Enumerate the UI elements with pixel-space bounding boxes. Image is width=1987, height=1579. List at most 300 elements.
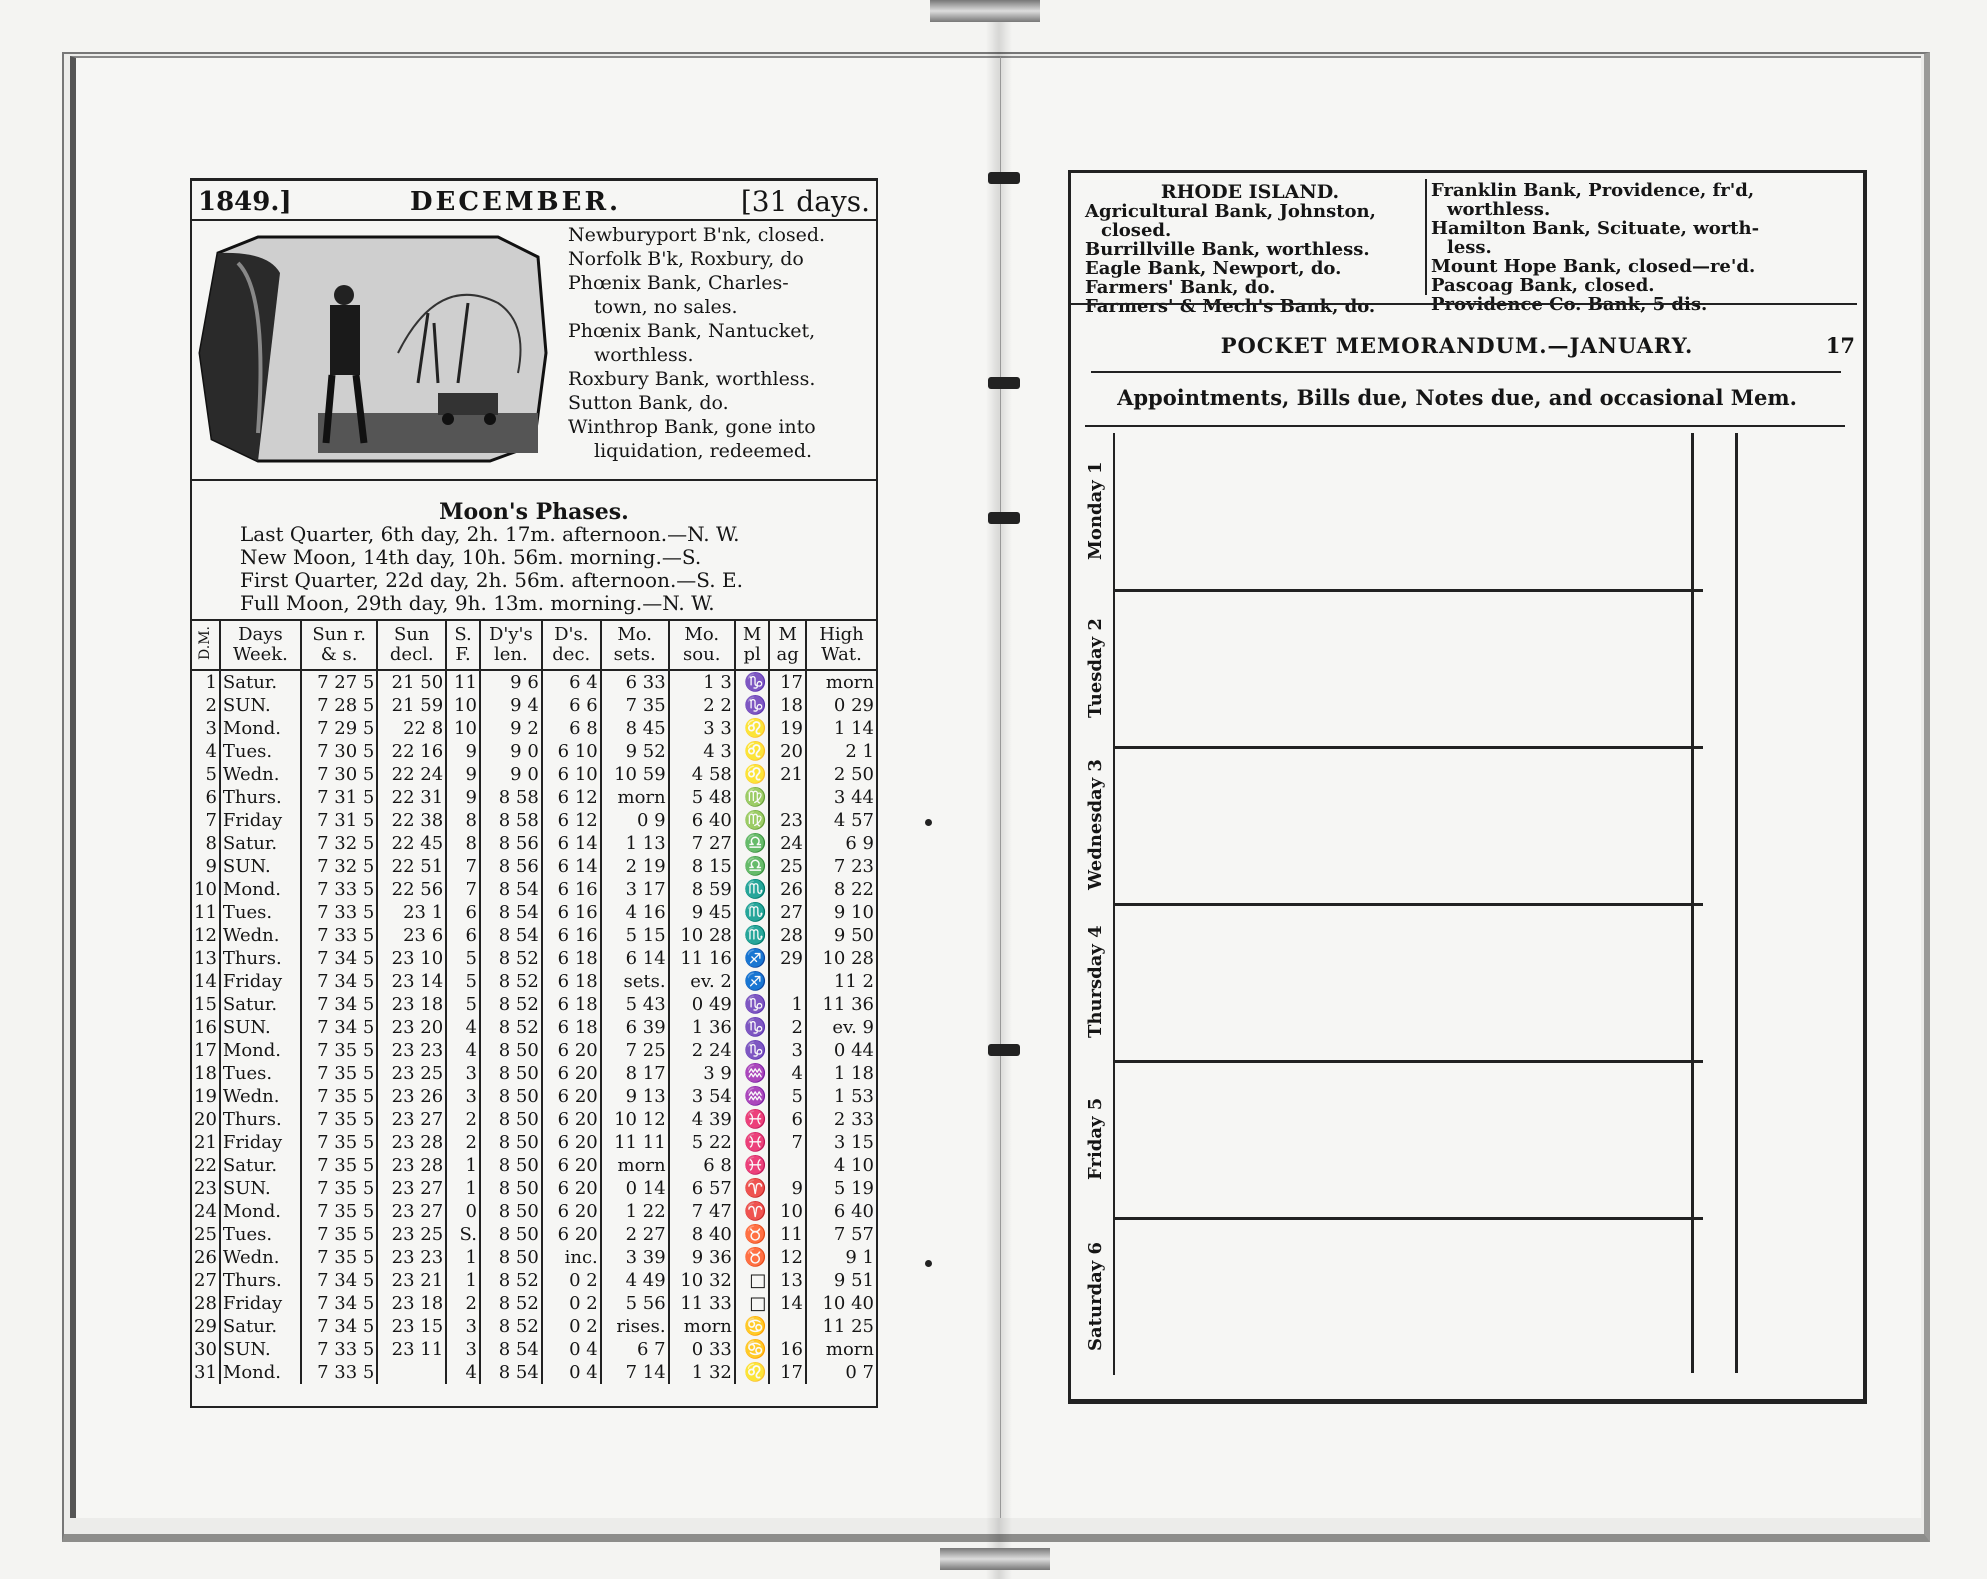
bank-notes-list bbox=[568, 223, 874, 463]
table-cell: Tues. bbox=[220, 1223, 301, 1246]
moon-phase-line: Full Moon, 29th day, 9h. 13m. morning.—N. W. bbox=[240, 591, 715, 615]
table-cell: 7 33 5 bbox=[301, 878, 377, 901]
table-cell: 16 bbox=[194, 1016, 217, 1038]
table-cell: Thurs. bbox=[220, 1269, 301, 1292]
table-cell: 23 27 bbox=[377, 1200, 446, 1223]
table-cell: Satur. bbox=[220, 993, 301, 1016]
table-cell: 6 18 bbox=[542, 970, 601, 993]
table-cell: 6 10 bbox=[542, 763, 601, 786]
table-cell: morn bbox=[806, 1338, 876, 1361]
table-cell: 29 bbox=[769, 947, 806, 970]
table-cell: 10 bbox=[446, 717, 480, 740]
table-cell: ♐ bbox=[735, 947, 770, 970]
table-cell: 11 2 bbox=[806, 970, 876, 993]
stitch-mark bbox=[988, 172, 1020, 184]
table-cell: 5 43 bbox=[601, 993, 669, 1016]
table-cell: 8 50 bbox=[480, 1085, 542, 1108]
table-cell: 6 6 bbox=[542, 694, 601, 717]
table-cell: Satur. bbox=[220, 670, 301, 694]
table-cell: 7 32 5 bbox=[301, 832, 377, 855]
table-cell: 0 2 bbox=[542, 1269, 601, 1292]
bank-entry: Hamilton Bank, Scituate, worth- bbox=[1431, 218, 1760, 239]
table-cell: 11 bbox=[446, 670, 480, 694]
table-row bbox=[192, 1131, 876, 1154]
table-cell: 23 28 bbox=[377, 1154, 446, 1177]
table-cell: Mond. bbox=[220, 1361, 301, 1384]
table-cell: 31 bbox=[194, 1361, 217, 1383]
table-cell: 8 50 bbox=[480, 1177, 542, 1200]
table-cell: 6 16 bbox=[542, 924, 601, 947]
table-cell: 8 22 bbox=[806, 878, 876, 901]
table-cell: 8 54 bbox=[480, 1361, 542, 1384]
table-cell: 5 22 bbox=[669, 1131, 735, 1154]
table-cell: 0 4 bbox=[542, 1361, 601, 1384]
table-row bbox=[192, 878, 876, 901]
table-cell: 8 52 bbox=[480, 1315, 542, 1338]
table-row bbox=[192, 786, 876, 809]
table-cell: Tues. bbox=[220, 740, 301, 763]
table-row bbox=[192, 901, 876, 924]
table-cell: 16 bbox=[769, 1338, 806, 1361]
table-cell: 10 40 bbox=[806, 1292, 876, 1315]
table-cell: Tues. bbox=[220, 1062, 301, 1085]
table-cell: 4 10 bbox=[806, 1154, 876, 1177]
column-header: M pl bbox=[735, 621, 770, 670]
bank-entry: worthless. bbox=[1447, 199, 1551, 220]
day-separator-line bbox=[1115, 1217, 1703, 1220]
stitch-mark bbox=[988, 1044, 1020, 1056]
table-cell: 3 9 bbox=[669, 1062, 735, 1085]
table-cell: rises. bbox=[601, 1315, 669, 1338]
table-cell: 21 50 bbox=[377, 670, 446, 694]
table-cell: 9 2 bbox=[480, 717, 542, 740]
table-cell: 23 10 bbox=[377, 947, 446, 970]
table-cell: 8 54 bbox=[480, 924, 542, 947]
table-cell: 6 18 bbox=[542, 993, 601, 1016]
table-cell: 14 bbox=[769, 1292, 806, 1315]
table-cell: 27 bbox=[769, 901, 806, 924]
table-cell: 22 8 bbox=[377, 717, 446, 740]
table-cell: 4 3 bbox=[669, 740, 735, 763]
bank-entry: Eagle Bank, Newport, do. bbox=[1085, 258, 1342, 279]
table-cell: 19 bbox=[769, 717, 806, 740]
table-cell: ♎ bbox=[735, 832, 770, 855]
table-cell: 7 30 5 bbox=[301, 763, 377, 786]
table-cell: 23 27 bbox=[377, 1177, 446, 1200]
table-cell: 3 bbox=[769, 1039, 806, 1062]
table-cell: 8 bbox=[446, 832, 480, 855]
table-cell: 8 52 bbox=[480, 993, 542, 1016]
table-cell: 0 9 bbox=[601, 809, 669, 832]
table-cell: 7 34 5 bbox=[301, 993, 377, 1016]
table-cell: 10 bbox=[194, 878, 217, 900]
column-header: S. F. bbox=[446, 621, 480, 670]
day-separator-line bbox=[1115, 746, 1703, 749]
table-cell: 7 34 5 bbox=[301, 970, 377, 993]
table-cell: 8 58 bbox=[480, 786, 542, 809]
table-row bbox=[192, 670, 876, 694]
table-cell: 25 bbox=[769, 855, 806, 878]
table-cell: sets. bbox=[601, 970, 669, 993]
day-label-monday: Monday 1 bbox=[1085, 461, 1106, 561]
table-cell: 3 44 bbox=[806, 786, 876, 809]
day-separator-line bbox=[1115, 903, 1703, 906]
table-cell: 9 36 bbox=[669, 1246, 735, 1269]
table-cell: 9 52 bbox=[601, 740, 669, 763]
table-cell: 8 bbox=[446, 809, 480, 832]
table-cell: 9 bbox=[446, 786, 480, 809]
table-cell: 7 31 5 bbox=[301, 786, 377, 809]
table-row bbox=[192, 993, 876, 1016]
table-cell: 7 25 bbox=[601, 1039, 669, 1062]
bank-entry: Pascoag Bank, closed. bbox=[1431, 275, 1655, 296]
table-cell: 8 59 bbox=[669, 878, 735, 901]
table-cell: 7 35 5 bbox=[301, 1085, 377, 1108]
table-cell: 4 bbox=[205, 740, 217, 762]
table-cell: ♑ bbox=[735, 1016, 770, 1039]
table-cell: 3 bbox=[446, 1315, 480, 1338]
table-cell: 7 bbox=[446, 855, 480, 878]
table-cell: Thurs. bbox=[220, 786, 301, 809]
table-cell: 6 20 bbox=[542, 1200, 601, 1223]
table-cell: ♓ bbox=[735, 1131, 770, 1154]
gutter bbox=[986, 0, 1012, 1579]
table-cell: SUN. bbox=[220, 694, 301, 717]
table-cell: 8 56 bbox=[480, 832, 542, 855]
table-cell: 1 32 bbox=[669, 1361, 735, 1384]
table-cell: 2 19 bbox=[601, 855, 669, 878]
table-cell: morn bbox=[601, 786, 669, 809]
table-row bbox=[192, 1085, 876, 1108]
table-cell: 6 16 bbox=[542, 878, 601, 901]
table-cell: 0 33 bbox=[669, 1338, 735, 1361]
table-cell: 9 0 bbox=[480, 763, 542, 786]
table-cell: ♎ bbox=[735, 855, 770, 878]
table-cell: 22 45 bbox=[377, 832, 446, 855]
table-cell: ♐ bbox=[735, 970, 770, 993]
table-cell: 8 50 bbox=[480, 1246, 542, 1269]
table-cell: 1 bbox=[446, 1177, 480, 1200]
table-cell: 7 57 bbox=[806, 1223, 876, 1246]
table-cell: 10 bbox=[769, 1200, 806, 1223]
table-cell: 8 45 bbox=[601, 717, 669, 740]
table-cell: 23 23 bbox=[377, 1246, 446, 1269]
table-cell: ♌ bbox=[735, 740, 770, 763]
table-cell: 9 13 bbox=[601, 1085, 669, 1108]
bank-entry: Burrillville Bank, worthless. bbox=[1085, 239, 1370, 260]
table-cell: 2 2 bbox=[669, 694, 735, 717]
table-cell: 7 35 5 bbox=[301, 1200, 377, 1223]
table-cell: ♋ bbox=[735, 1338, 770, 1361]
table-cell: 25 bbox=[194, 1223, 217, 1245]
table-cell: 0 2 bbox=[542, 1292, 601, 1315]
bank-entry: Farmers' Bank, do. bbox=[1085, 277, 1276, 298]
table-cell: 6 bbox=[446, 901, 480, 924]
table-cell: 2 24 bbox=[669, 1039, 735, 1062]
table-cell: 5 48 bbox=[669, 786, 735, 809]
column-header: Sun r. & s. bbox=[301, 621, 377, 670]
table-cell: 11 11 bbox=[601, 1131, 669, 1154]
table-cell: 0 7 bbox=[806, 1361, 876, 1384]
table-cell: ♓ bbox=[735, 1154, 770, 1177]
table-cell: 23 21 bbox=[377, 1269, 446, 1292]
amount-column-line bbox=[1735, 433, 1738, 1373]
table-cell: 6 7 bbox=[601, 1338, 669, 1361]
table-cell: 9 0 bbox=[480, 740, 542, 763]
table-cell: 10 28 bbox=[806, 947, 876, 970]
table-cell: 3 39 bbox=[601, 1246, 669, 1269]
table-cell: 22 51 bbox=[377, 855, 446, 878]
table-cell: inc. bbox=[542, 1246, 601, 1269]
table-cell: 1 bbox=[446, 1154, 480, 1177]
table-cell: 7 34 5 bbox=[301, 1292, 377, 1315]
table-cell: ♒ bbox=[735, 1085, 770, 1108]
table-cell: Wedn. bbox=[220, 763, 301, 786]
divider bbox=[1091, 371, 1841, 373]
table-cell: ev. 9 bbox=[806, 1016, 876, 1039]
calendar-frame bbox=[190, 178, 878, 1408]
divider bbox=[1085, 425, 1845, 427]
memorandum-frame bbox=[1068, 170, 1867, 1404]
table-cell: 4 bbox=[446, 1361, 480, 1384]
table-cell: 6 9 bbox=[806, 832, 876, 855]
table-cell: ♍ bbox=[735, 809, 770, 832]
table-cell: 1 bbox=[769, 993, 806, 1016]
days-in-month: [31 days. bbox=[740, 185, 870, 218]
table-cell: 0 49 bbox=[669, 993, 735, 1016]
column-header: D's. dec. bbox=[542, 621, 601, 670]
table-cell: ♏ bbox=[735, 901, 770, 924]
table-cell bbox=[769, 786, 806, 809]
table-cell: 3 17 bbox=[601, 878, 669, 901]
table-cell: 3 bbox=[446, 1085, 480, 1108]
day-separator-line bbox=[1115, 1060, 1703, 1063]
bank-entry: Mount Hope Bank, closed—re'd. bbox=[1431, 256, 1756, 277]
table-cell: 21 bbox=[194, 1131, 217, 1153]
table-cell: 6 39 bbox=[601, 1016, 669, 1039]
table-cell bbox=[769, 1154, 806, 1177]
table-cell: 9 bbox=[205, 855, 217, 877]
bank-note-line: Norfolk B'k, Roxbury, do bbox=[568, 248, 804, 270]
table-cell: 7 47 bbox=[669, 1200, 735, 1223]
table-cell: 5 bbox=[205, 763, 217, 785]
table-cell: 13 bbox=[769, 1269, 806, 1292]
ink-spot bbox=[925, 1260, 932, 1267]
table-row bbox=[192, 1269, 876, 1292]
table-cell: 8 52 bbox=[480, 970, 542, 993]
table-cell: 6 12 bbox=[542, 809, 601, 832]
table-cell: ♑ bbox=[735, 1039, 770, 1062]
table-cell: 2 33 bbox=[806, 1108, 876, 1131]
table-cell: 6 40 bbox=[669, 809, 735, 832]
table-cell: 22 38 bbox=[377, 809, 446, 832]
table-cell: 0 bbox=[446, 1200, 480, 1223]
table-cell: Satur. bbox=[220, 1154, 301, 1177]
table-cell: 1 13 bbox=[601, 832, 669, 855]
table-cell: 8 50 bbox=[480, 1039, 542, 1062]
table-cell: ♑ bbox=[735, 694, 770, 717]
table-cell: 4 58 bbox=[669, 763, 735, 786]
table-cell: 9 bbox=[446, 763, 480, 786]
table-cell: 9 50 bbox=[806, 924, 876, 947]
table-cell: 12 bbox=[194, 924, 217, 946]
table-cell: 9 10 bbox=[806, 901, 876, 924]
table-cell: 23 27 bbox=[377, 1108, 446, 1131]
table-cell: Mond. bbox=[220, 878, 301, 901]
table-cell: 2 bbox=[769, 1016, 806, 1039]
table-cell: 23 23 bbox=[377, 1039, 446, 1062]
table-cell: 6 14 bbox=[542, 832, 601, 855]
moon-phase-line: Last Quarter, 6th day, 2h. 17m. afternoon.—N. W. bbox=[240, 522, 740, 546]
divider bbox=[1071, 303, 1857, 305]
table-cell: 7 29 5 bbox=[301, 717, 377, 740]
table-cell: 15 bbox=[194, 993, 217, 1015]
table-cell: 4 16 bbox=[601, 901, 669, 924]
table-row bbox=[192, 947, 876, 970]
table-cell: 8 54 bbox=[480, 1338, 542, 1361]
table-cell: 0 4 bbox=[542, 1338, 601, 1361]
table-cell: 7 31 5 bbox=[301, 809, 377, 832]
table-row bbox=[192, 1200, 876, 1223]
table-cell: ♈ bbox=[735, 1177, 770, 1200]
table-cell: 7 35 5 bbox=[301, 1039, 377, 1062]
table-cell: 6 8 bbox=[669, 1154, 735, 1177]
bank-note-line: Phœnix Bank, Nantucket, bbox=[568, 320, 816, 342]
table-cell: 7 28 5 bbox=[301, 694, 377, 717]
table-cell: Thurs. bbox=[220, 1108, 301, 1131]
table-cell: 9 6 bbox=[480, 670, 542, 694]
table-cell: Wedn. bbox=[220, 924, 301, 947]
column-header: M ag bbox=[769, 621, 806, 670]
table-cell: 6 14 bbox=[601, 947, 669, 970]
table-cell: 6 20 bbox=[542, 1131, 601, 1154]
table-cell: 6 33 bbox=[601, 670, 669, 694]
table-cell: morn bbox=[669, 1315, 735, 1338]
table-row bbox=[192, 1154, 876, 1177]
table-cell: Mond. bbox=[220, 717, 301, 740]
table-cell: 4 57 bbox=[806, 809, 876, 832]
table-cell: ♒ bbox=[735, 1062, 770, 1085]
table-row bbox=[192, 717, 876, 740]
table-cell: 7 35 5 bbox=[301, 1131, 377, 1154]
column-header: Mo. sets. bbox=[601, 621, 669, 670]
bank-note-line: worthless. bbox=[594, 344, 694, 366]
table-cell: Tues. bbox=[220, 901, 301, 924]
table-row bbox=[192, 1246, 876, 1269]
table-cell: 5 56 bbox=[601, 1292, 669, 1315]
table-row bbox=[192, 1315, 876, 1338]
table-cell: 17 bbox=[769, 1361, 806, 1384]
table-cell: Mond. bbox=[220, 1039, 301, 1062]
table-cell: 6 10 bbox=[542, 740, 601, 763]
table-row bbox=[192, 1338, 876, 1361]
engraving-illustration bbox=[198, 233, 550, 465]
table-cell: 23 26 bbox=[377, 1085, 446, 1108]
stitch-mark bbox=[988, 377, 1020, 389]
bank-entry: Farmers' & Mech's Bank, do. bbox=[1085, 296, 1376, 317]
table-cell: 10 bbox=[446, 694, 480, 717]
table-cell: 1 bbox=[205, 671, 217, 693]
table-cell: ♉ bbox=[735, 1246, 770, 1269]
moon-phase-line: New Moon, 14th day, 10h. 56m. morning.—S. bbox=[240, 545, 702, 569]
table-cell: SUN. bbox=[220, 1338, 301, 1361]
table-cell: 8 50 bbox=[480, 1108, 542, 1131]
table-cell bbox=[769, 970, 806, 993]
table-cell: 8 50 bbox=[480, 1200, 542, 1223]
table-cell: 2 50 bbox=[806, 763, 876, 786]
table-cell: 23 25 bbox=[377, 1062, 446, 1085]
table-cell bbox=[769, 1315, 806, 1338]
bank-note-line: Sutton Bank, do. bbox=[568, 392, 729, 414]
table-cell: 6 57 bbox=[669, 1177, 735, 1200]
table-cell: ♑ bbox=[735, 670, 770, 694]
table-cell: 1 bbox=[446, 1269, 480, 1292]
table-cell: 23 18 bbox=[377, 993, 446, 1016]
table-cell: 6 18 bbox=[542, 947, 601, 970]
table-cell: 8 50 bbox=[480, 1062, 542, 1085]
table-cell: 9 51 bbox=[806, 1269, 876, 1292]
table-cell: 8 50 bbox=[480, 1154, 542, 1177]
column-header: Days Week. bbox=[220, 621, 301, 670]
day-label-tuesday: Tuesday 2 bbox=[1085, 618, 1106, 718]
table-cell: ♓ bbox=[735, 1108, 770, 1131]
table-cell: 22 56 bbox=[377, 878, 446, 901]
table-cell: 4 bbox=[769, 1062, 806, 1085]
table-cell: 11 bbox=[769, 1223, 806, 1246]
table-cell: 17 bbox=[194, 1039, 217, 1061]
table-cell: 8 52 bbox=[480, 947, 542, 970]
table-cell: 13 bbox=[194, 947, 217, 969]
table-cell: 6 bbox=[205, 786, 217, 808]
table-cell: 5 19 bbox=[806, 1177, 876, 1200]
table-cell: 8 58 bbox=[480, 809, 542, 832]
column-header: D.M. bbox=[192, 621, 220, 670]
table-header-row bbox=[192, 621, 876, 670]
table-cell: 28 bbox=[769, 924, 806, 947]
bank-note-line: Roxbury Bank, worthless. bbox=[568, 368, 816, 390]
table-cell: 10 32 bbox=[669, 1269, 735, 1292]
table-cell: Mond. bbox=[220, 1200, 301, 1223]
table-cell: 6 14 bbox=[542, 855, 601, 878]
table-row bbox=[192, 1062, 876, 1085]
table-cell: 10 59 bbox=[601, 763, 669, 786]
table-cell: 7 34 5 bbox=[301, 947, 377, 970]
table-cell: 1 22 bbox=[601, 1200, 669, 1223]
table-cell: 3 bbox=[446, 1062, 480, 1085]
table-cell: 9 45 bbox=[669, 901, 735, 924]
table-cell: Wedn. bbox=[220, 1246, 301, 1269]
table-cell: 7 35 5 bbox=[301, 1154, 377, 1177]
table-cell: 4 49 bbox=[601, 1269, 669, 1292]
table-cell: 11 36 bbox=[806, 993, 876, 1016]
ink-spot bbox=[925, 819, 932, 826]
table-cell: 2 1 bbox=[806, 740, 876, 763]
table-cell: 5 15 bbox=[601, 924, 669, 947]
table-cell: 22 bbox=[194, 1154, 217, 1176]
table-cell: 18 bbox=[769, 694, 806, 717]
table-cell: 7 35 5 bbox=[301, 1246, 377, 1269]
table-cell: 7 27 bbox=[669, 832, 735, 855]
table-cell: 7 33 5 bbox=[301, 901, 377, 924]
table-cell: 20 bbox=[769, 740, 806, 763]
bank-note-line: liquidation, redeemed. bbox=[594, 440, 813, 462]
amount-column-line bbox=[1691, 433, 1694, 1373]
table-row bbox=[192, 740, 876, 763]
table-cell: 26 bbox=[194, 1246, 217, 1268]
year-label: 1849.] bbox=[198, 187, 292, 217]
table-cell bbox=[377, 1361, 446, 1384]
day-label-saturday: Saturday 6 bbox=[1085, 1241, 1106, 1351]
